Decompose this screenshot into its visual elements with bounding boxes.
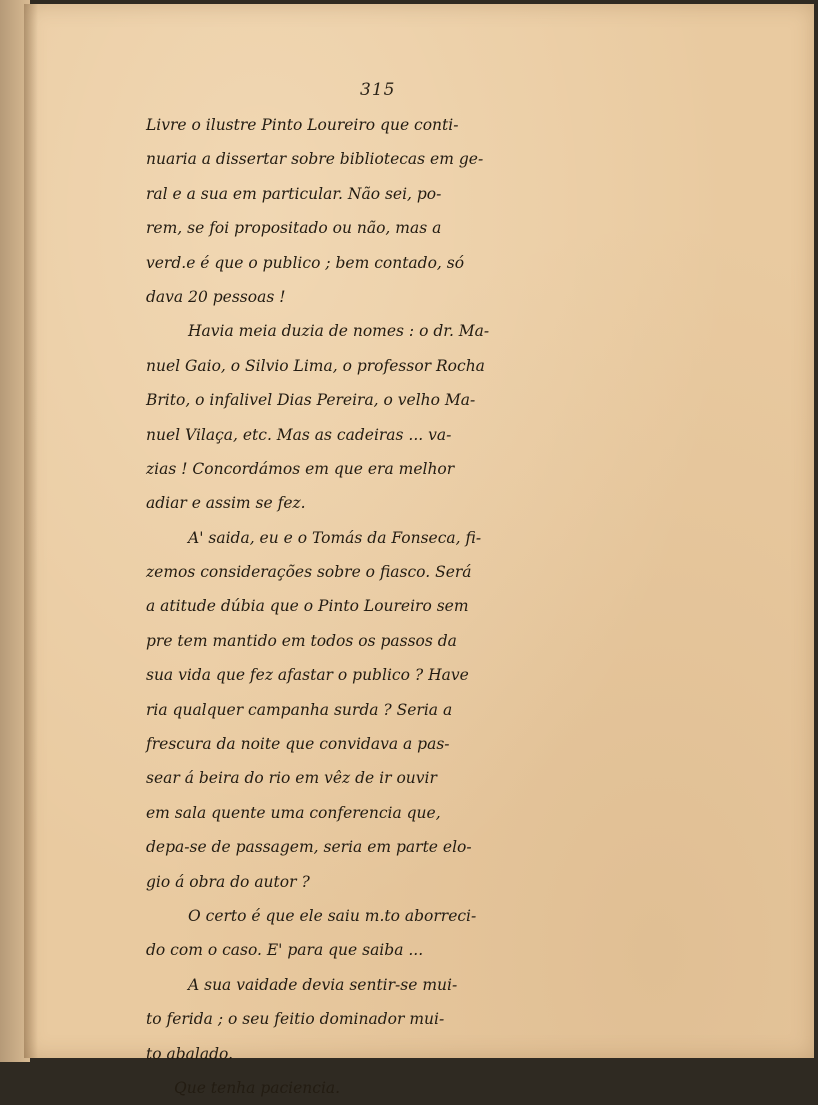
text-line: to abalado. — [146, 1044, 233, 1063]
text-line: adiar e assim se fez. — [146, 494, 306, 513]
text-line: depa-se de passagem, seria em parte elo- — [146, 838, 472, 857]
text-line: a atitude dúbia que o Pinto Loureiro sem — [146, 597, 469, 616]
text-line: A' saida, eu e o Tomás da Fonseca, fi- — [188, 528, 482, 547]
text-line: A sua vaidade devia sentir-se mui- — [188, 975, 458, 994]
text-line: to ferida ; o seu feitio dominador mui- — [146, 1010, 445, 1029]
text-line: do com o caso. E' para que saiba ... — [146, 941, 424, 960]
text-line: sua vida que fez afastar o publico ? Have — [146, 666, 469, 685]
handwritten-text — [146, 108, 616, 1105]
text-line: ral e a sua em particular. Não sei, po- — [146, 184, 442, 203]
text-line: gio á obra do autor ? — [146, 872, 310, 891]
text-line: nuel Vilaça, etc. Mas as cadeiras ... va- — [146, 425, 452, 444]
text-line: em sala quente uma conferencia que, — [146, 803, 441, 822]
text-line: O certo é que ele saiu m.to aborreci- — [188, 906, 477, 925]
text-line: Livre o ilustre Pinto Loureiro que conti- — [146, 116, 459, 134]
text-line: nuaria a dissertar sobre bibliotecas em ge- — [146, 150, 484, 169]
text-line: rem, se foi propositado ou não, mas a — [146, 219, 442, 238]
text-line: frescura da noite que convidava a pas- — [146, 735, 450, 754]
text-line: Brito, o infalivel Dias Pereira, o velho Ma- — [146, 391, 476, 410]
text-line: dava 20 pessoas ! — [146, 287, 286, 306]
text-line: Havia meia duzia de nomes : o dr. Ma- — [188, 322, 490, 341]
text-line: zias ! Concordámos em que era melhor — [146, 459, 455, 478]
binding-shadow — [24, 4, 38, 1058]
text-line: Que tenha paciencia. — [174, 1078, 341, 1097]
text-line: sear á beira do rio em vêz de ir ouvir — [146, 769, 437, 788]
text-line: ria qualquer campanha surda ? Seria a — [146, 700, 453, 719]
text-line: pre tem mantido em todos os passos da — [146, 631, 457, 650]
page-number: 315 — [360, 80, 396, 100]
text-line: verd.e é que o publico ; bem contado, só — [146, 253, 465, 272]
text-line: zemos considerações sobre o fiasco. Será — [146, 563, 472, 582]
text-line: nuel Gaio, o Silvio Lima, o professor Rocha — [146, 356, 485, 375]
